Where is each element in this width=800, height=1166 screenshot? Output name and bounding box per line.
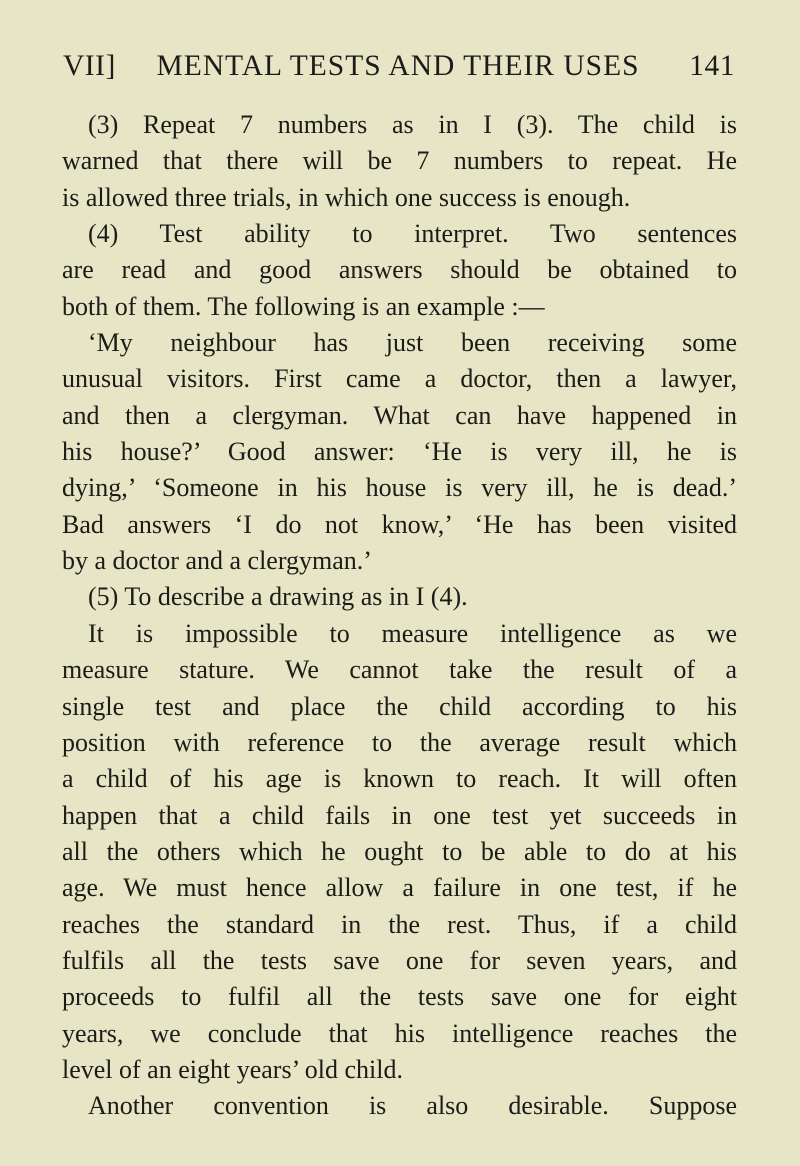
- text-line: Bad answers ‘I do not know,’ ‘He has been visited: [62, 509, 737, 539]
- body-text: [62, 107, 737, 1125]
- text-line: both of them. The following is an example :—: [62, 291, 545, 321]
- text-line: measure stature. We cannot take the result of a: [62, 655, 737, 685]
- text-line: single test and place the child according to his: [62, 691, 737, 721]
- text-line: dying,’ ‘Someone in his house is very ill, he is dead.’: [62, 473, 737, 503]
- text-line: all the others which he ought to be able to do at his: [62, 836, 737, 866]
- text-line: a child of his age is known to reach. It will often: [62, 764, 737, 794]
- text-line: proceeds to fulfil all the tests save one for eight: [62, 982, 737, 1012]
- text-line: warned that there will be 7 numbers to repeat. He: [62, 146, 737, 176]
- page-number: 141: [689, 50, 735, 82]
- text-line: is allowed three trials, in which one success is enough.: [62, 182, 631, 212]
- text-line: (3) Repeat 7 numbers as in I (3). The child is: [88, 110, 737, 139]
- text-line: position with reference to the average result which: [62, 727, 737, 757]
- text-line: and then a clergyman. What can have happened in: [62, 400, 737, 430]
- text-line: his house?’ Good answer: ‘He is very ill, he is: [62, 437, 737, 467]
- text-line: are read and good answers should be obtained to: [62, 255, 737, 285]
- running-head: [63, 50, 735, 94]
- text-line: level of an eight years’ old child.: [62, 1054, 404, 1084]
- text-line: fulfils all the tests save one for seven years, and: [62, 945, 737, 975]
- text-line: reaches the standard in the rest. Thus, if a child: [62, 909, 737, 939]
- text-line: years, we conclude that his intelligence reaches the: [62, 1018, 737, 1048]
- text-line: by a doctor and a clergyman.’: [62, 546, 372, 576]
- running-title: MENTAL TESTS AND THEIR USES: [156, 50, 640, 82]
- text-line: ‘My neighbour has just been receiving some: [88, 328, 737, 358]
- text-line: Another convention is also desirable. Suppose: [88, 1091, 737, 1121]
- text-line: age. We must hence allow a failure in one test, if he: [62, 873, 737, 903]
- text-line: It is impossible to measure intelligence as we: [88, 618, 737, 648]
- text-line: unusual visitors. First came a doctor, then a lawyer,: [62, 364, 737, 394]
- text-line: (5) To describe a drawing as in I (4).: [88, 582, 468, 612]
- chapter-number: VII]: [63, 50, 116, 82]
- text-line: (4) Test ability to interpret. Two sentences: [88, 219, 737, 249]
- text-line: happen that a child fails in one test yet succeeds in: [62, 800, 737, 830]
